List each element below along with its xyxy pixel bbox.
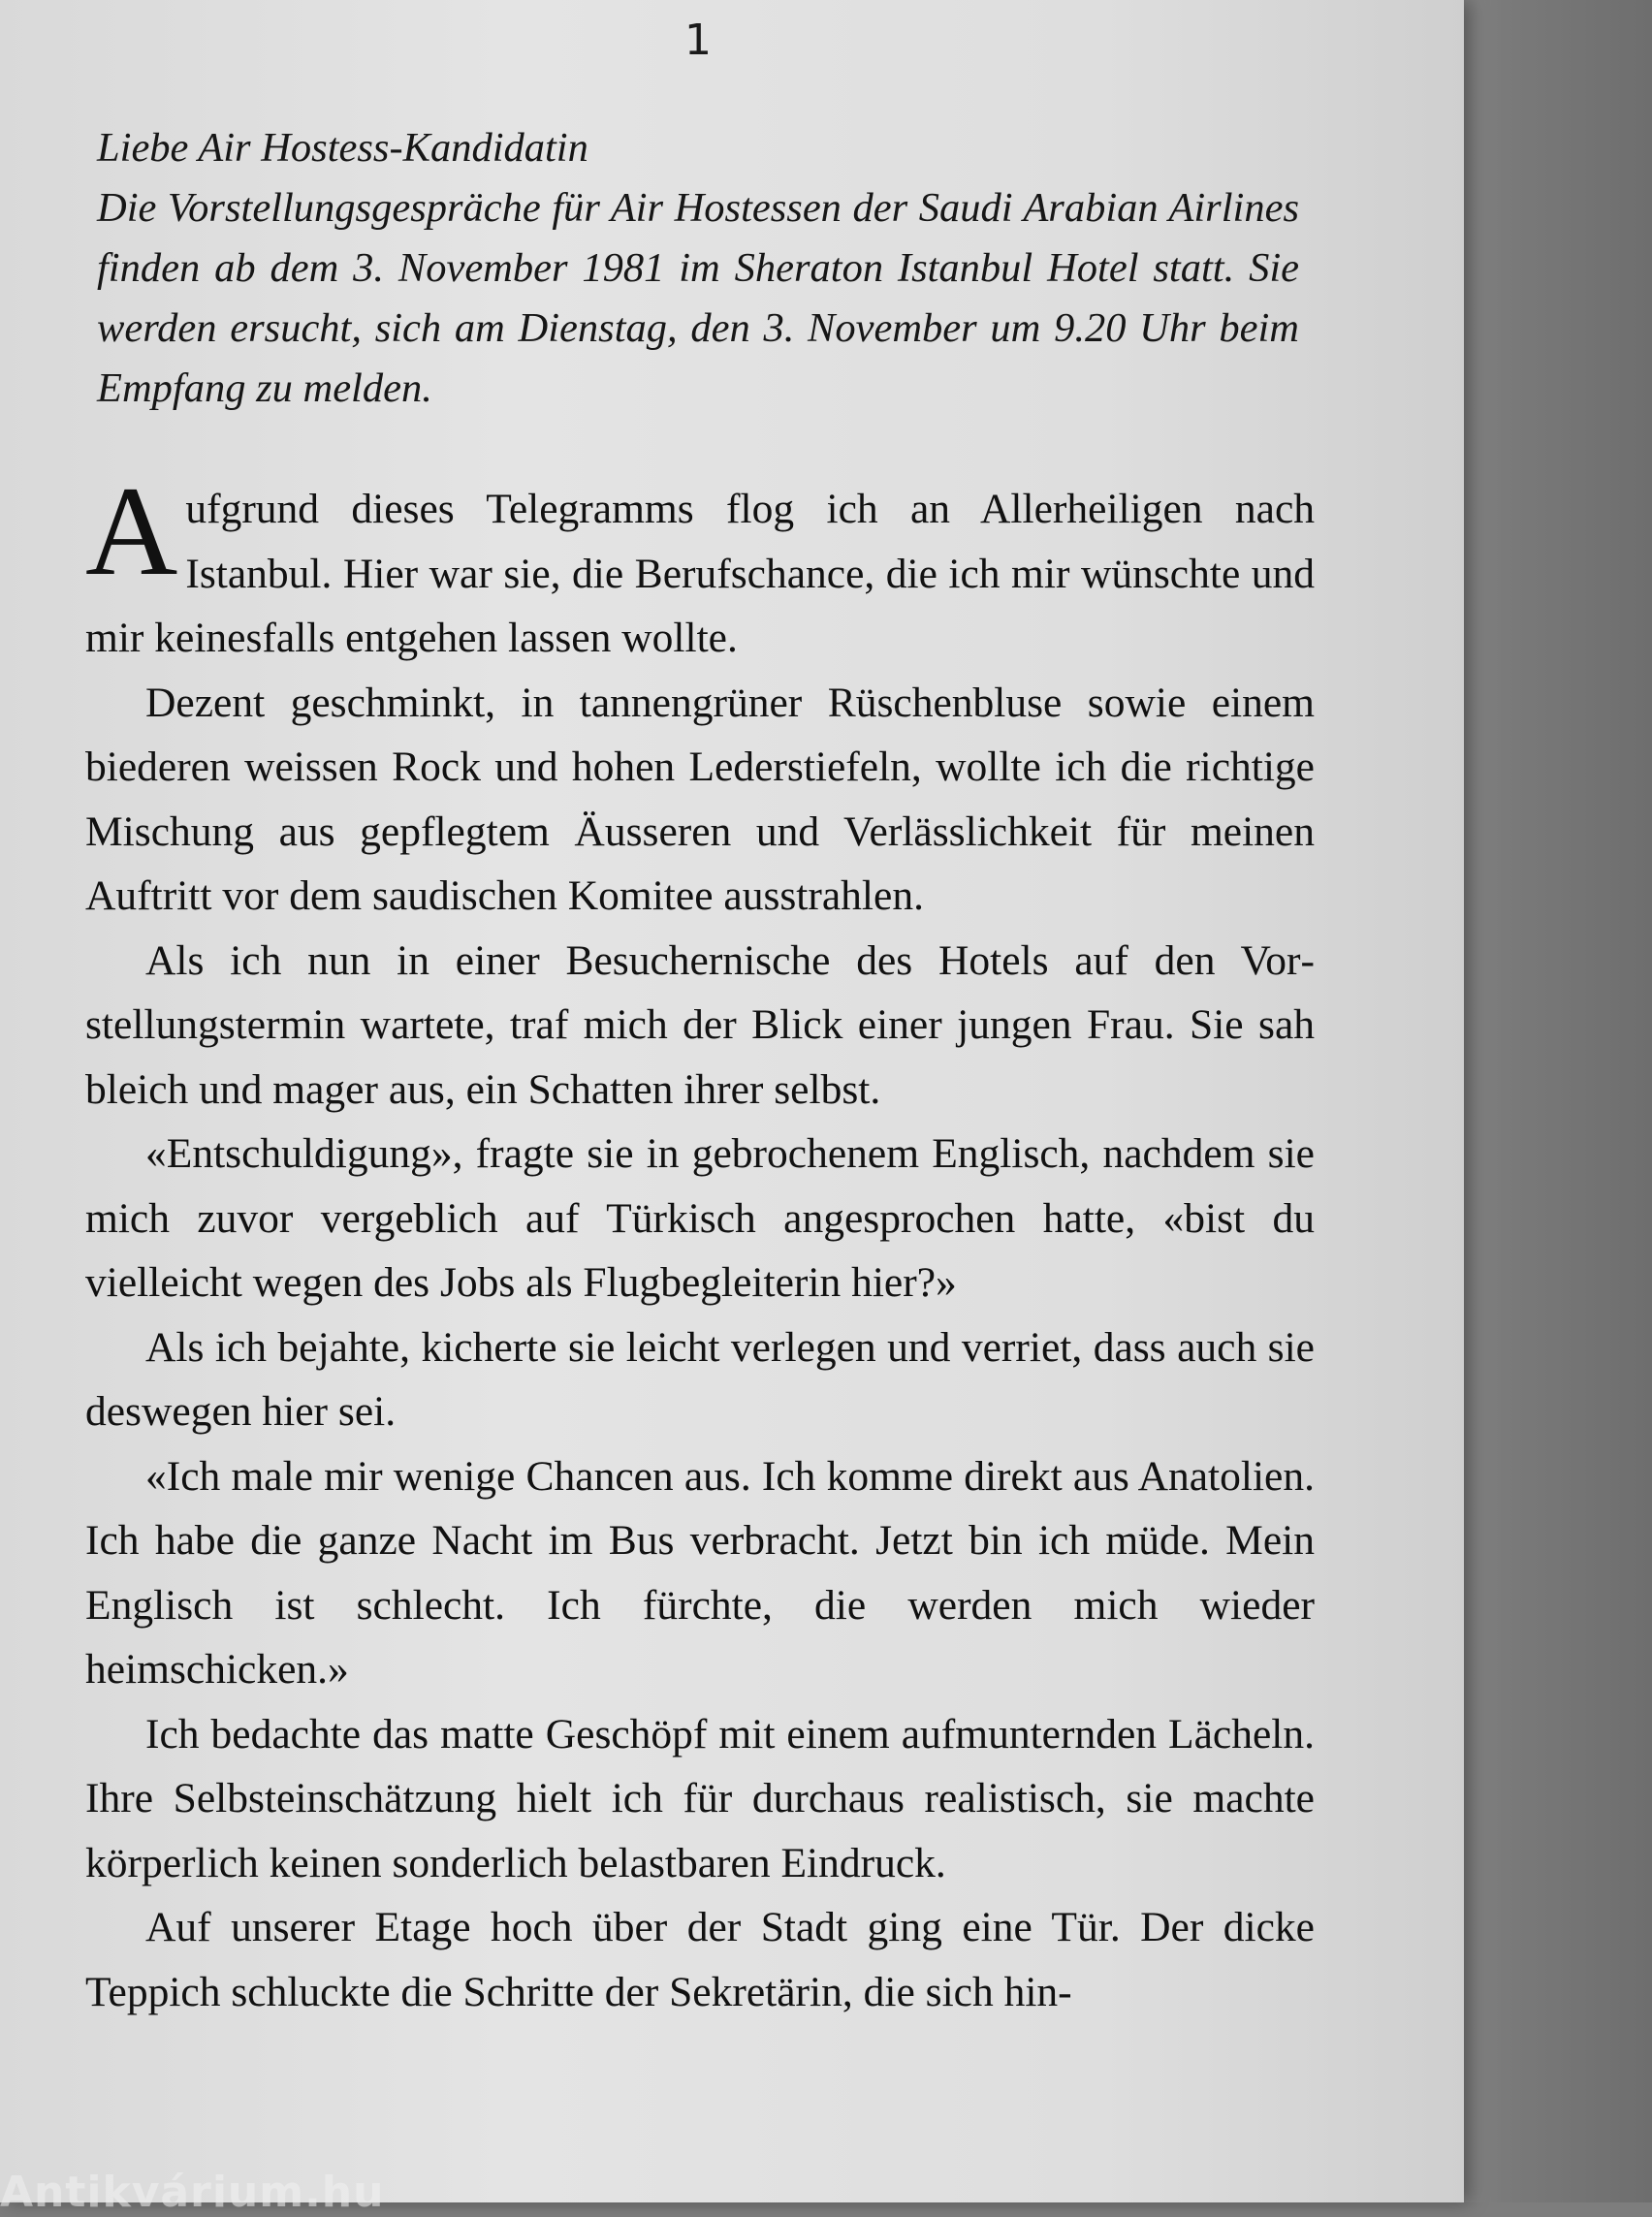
paragraph-4: «Entschuldigung», fragte sie in gebrochenem Englisch, nachdem sie mich zuvor vergeblich auf Türkisch angesprochen hatte, «bist du vielleicht wegen des Jobs als Flugbegleiterin hier?» <box>85 1130 1315 1306</box>
page-number: 1 <box>684 16 712 65</box>
paragraph-5: Als ich bejahte, kicherte sie leicht verlegen und verriet, dass auch sie deswegen hier sei. <box>85 1323 1315 1435</box>
watermark: Antikvárium.hu <box>0 2168 385 2217</box>
paragraph-6: «Ich male mir wenige Chancen aus. Ich komme direkt aus Anatolien. Ich habe die ganze Nacht im Bus verbracht. Jetzt bin ich müde. Mein Englisch ist schlecht. Ich fürchte, die werden mich wieder heimschicken.» <box>85 1452 1315 1693</box>
paragraph-2: Dezent geschminkt, in tannengrüner Rüschenbluse sowie einem biederen weissen Rock und hohen Lederstiefeln, wollte ich die richtige Mischung aus gepflegtem Äusseren und Verlässlichkeit für meinen Auftritt vor dem saudischen Komitee ausstrahlen. <box>85 679 1315 919</box>
letter-salutation: Liebe Air Hostess-Kandidatin <box>97 125 588 171</box>
drop-cap: A <box>85 459 178 602</box>
paragraph-1-text: ufgrund dieses Telegramms flog ich an Allerheiligen nach Istanbul. Hier war sie, die Berufschance, die ich mir wünschte und mir keinesfalls entgehen lassen wollte. <box>85 486 1315 661</box>
telegram-letter <box>97 118 1299 419</box>
paragraph-8: Auf unserer Etage hoch über der Stadt ging eine Tür. Der dicke Teppich schluckte die Schritte der Sekretärin, die sich hin- <box>85 1904 1315 2015</box>
paragraph-7: Ich bedachte das matte Geschöpf mit einem aufmunternden Lächeln. Ihre Selbsteinschätzung hielt ich für durchaus realistisch, sie machte körperlich keinen sonderlich belastbaren Eindruck. <box>85 1710 1315 1886</box>
body-text <box>85 459 1315 2024</box>
paragraph-1 <box>85 459 1315 671</box>
paragraph-3: Als ich nun in einer Besuchernische des Hotels auf den Vorstellungstermin wartete, traf mich der Blick einer jungen Frau. Sie sah bleich und mager aus, ein Schatten ihrer selbst. <box>85 936 1315 1113</box>
letter-body: Die Vorstellungsgespräche für Air Hostessen der Saudi Arabian Airlines finden ab dem 3. November 1981 im Sheraton Istanbul Hotel statt. Sie werden ersucht, sich am Dienstag, den 3. November um 9.20 Uhr beim Empfang zu melden. <box>97 185 1299 411</box>
